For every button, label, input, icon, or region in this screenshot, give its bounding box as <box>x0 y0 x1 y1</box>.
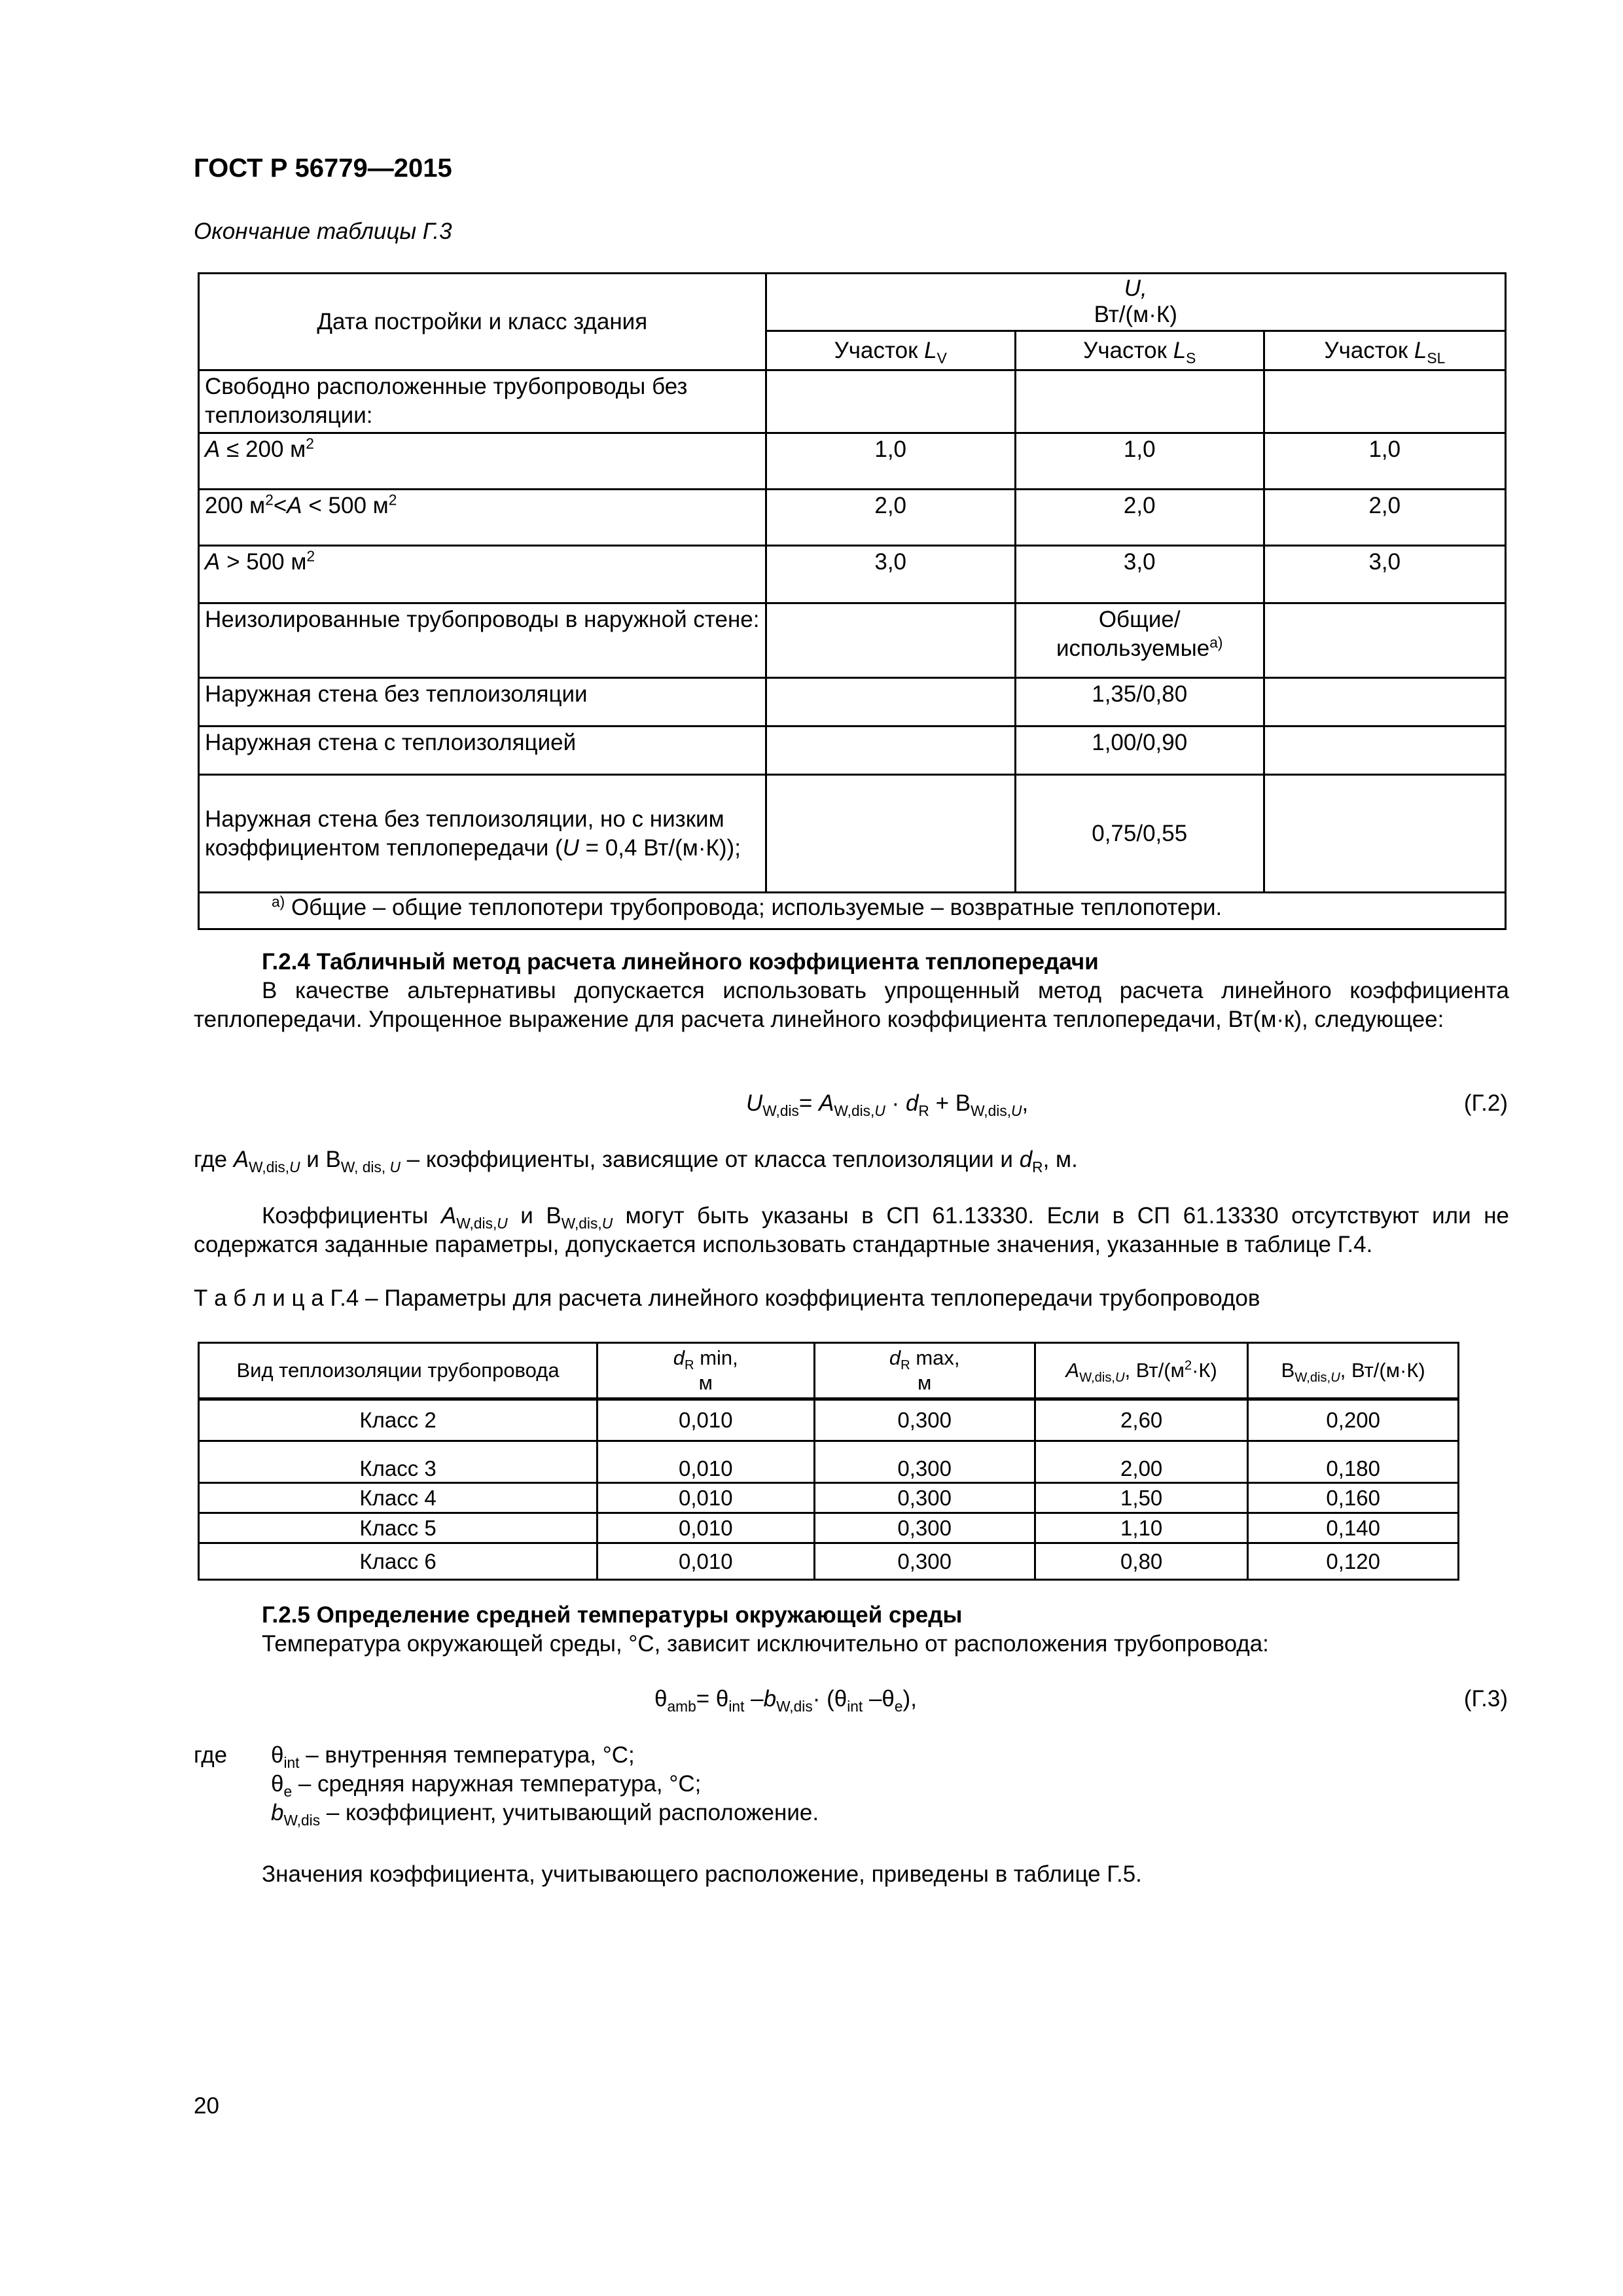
where-item: $b_{W,dis}$ – коэффициент, учитывающий расположение. <box>271 1800 819 1829</box>
cell: 3,0 <box>1264 546 1505 603</box>
cell: 0,010 <box>597 1513 814 1543</box>
col-header: Вид теплоизоляции трубопровода <box>199 1343 597 1399</box>
table-g3 <box>198 272 1507 930</box>
col-header: $A_{W,dis,U}$, $Вт/(м^2\cdot К)$ <box>1035 1343 1248 1399</box>
cell: 0,300 <box>814 1513 1035 1543</box>
table-row <box>199 775 1506 893</box>
cell: 0,300 <box>814 1483 1035 1513</box>
cell: 0,010 <box>597 1441 814 1483</box>
row-label: Наружная стена с теплоизоляцией <box>199 726 766 775</box>
row-label: A > 500 $м^2$ <box>199 546 766 603</box>
section-heading-g25: Г.2.5 Определение средней температуры окружающей среды <box>262 1602 963 1628</box>
table-row <box>199 1543 1459 1580</box>
cell: 0,010 <box>597 1543 814 1580</box>
table-row <box>199 490 1506 546</box>
cell: 0,010 <box>597 1483 814 1513</box>
col-header: $d_R$ min, м <box>597 1343 814 1399</box>
cell: 1,00/0,90 <box>1015 726 1264 775</box>
table-g4 <box>198 1342 1459 1581</box>
cell: 0,75/0,55 <box>1015 775 1264 893</box>
cell: 2,60 <box>1035 1399 1248 1441</box>
row-label: 200 $м^2<A < 500$ $м^2$ <box>199 490 766 546</box>
section-paragraph: В качестве альтернативы допускается использовать упрощенный метод расчета линейного коэффициента теплопередачи. Упрощенное выражение для расчета линейного коэффициента теплопередачи, Вт(м·к), следующее: <box>194 978 1509 1032</box>
cell: Класс 2 <box>199 1399 597 1441</box>
table-row <box>199 1513 1459 1543</box>
table-row <box>199 1441 1459 1483</box>
cell: Общие/ используемые$^{а)}$ <box>1015 603 1264 678</box>
col-header: $B_{W,dis,U}$, Вт/(м·К) <box>1248 1343 1459 1399</box>
row-label: A ≤ 200 $м^2$ <box>199 433 766 490</box>
closing-paragraph: Значения коэффициента, учитывающего расположение, приведены в таблице Г.5. <box>262 1861 1142 1887</box>
cell: Класс 5 <box>199 1513 597 1543</box>
table-footnote: $^{а)}$ Общие – общие теплопотери трубопровода; используемые – возвратные теплопотери. <box>199 893 1506 929</box>
cell: 0,80 <box>1035 1543 1248 1580</box>
cell: 1,35/0,80 <box>1015 678 1264 726</box>
formula-g2: $U_{W,dis}= A_{W,dis,U} \cdot d_R + B_{W,dis,U}$, <box>746 1090 1029 1119</box>
cell: 1,0 <box>766 433 1015 490</box>
cell: 0,010 <box>597 1399 814 1441</box>
cell: 0,180 <box>1248 1441 1459 1483</box>
col-header: $d_R$ max, м <box>814 1343 1035 1399</box>
cell: 0,300 <box>814 1441 1035 1483</box>
col-lv: Участок $L_V$ <box>766 331 1015 370</box>
table-row <box>199 726 1506 775</box>
cell: Класс 6 <box>199 1543 597 1580</box>
cell: 1,50 <box>1035 1483 1248 1513</box>
formula-number: (Г.2) <box>1463 1090 1508 1116</box>
cell: 3,0 <box>1015 546 1264 603</box>
where-label: где <box>194 1742 228 1768</box>
table-caption: Окончание таблицы Г.3 <box>194 219 452 244</box>
table-row <box>199 1483 1459 1513</box>
row-label: Наружная стена без теплоизоляции <box>199 678 766 726</box>
table-head-left: Дата постройки и класс здания <box>199 274 766 370</box>
coefficient-paragraph: Коэффициенты $A_{W,dis,U}$ и $B_{W,dis,U}$ могут быть указаны в СП 61.13330. Если в СП 61.13330 отсутствуют или не содержатся заданные параметры, допускается использовать стандартные значения, указанные в таблице Г.4. <box>194 1203 1509 1257</box>
where-item: $\theta_e$ – средняя наружная температура, °С; <box>271 1771 702 1800</box>
formula-g3: $\theta_{amb}= \theta_{int}$ $-b_{W,dis}\cdot (\theta_{int}$ $-\theta_e$), <box>654 1686 917 1715</box>
cell: Класс 3 <box>199 1441 597 1483</box>
table-row <box>199 433 1506 490</box>
table-head-u: U, Вт/(м·К) <box>766 274 1505 331</box>
table-row <box>199 546 1506 603</box>
col-lsl: Участок $L_{SL}$ <box>1264 331 1505 370</box>
cell: 0,300 <box>814 1543 1035 1580</box>
cell: 0,200 <box>1248 1399 1459 1441</box>
table-row <box>199 603 1506 678</box>
row-label: Свободно расположенные трубопроводы без теплоизоляции: <box>199 370 766 433</box>
page-number: 20 <box>194 2093 219 2119</box>
section-heading-g24: Г.2.4 Табличный метод расчета линейного коэффициента теплопередачи <box>262 949 1099 975</box>
table-row <box>199 370 1506 433</box>
cell: 0,300 <box>814 1399 1035 1441</box>
cell: 0,160 <box>1248 1483 1459 1513</box>
table-row <box>199 678 1506 726</box>
table-row <box>199 1399 1459 1441</box>
cell: 2,0 <box>1015 490 1264 546</box>
row-label: Наружная стена без теплоизоляции, но с низким коэффициентом теплопередачи (U = 0,4 Вт/(м·К)); <box>199 775 766 893</box>
table-g4-title: Т а б л и ц а Г.4 – Параметры для расчета линейного коэффициента теплопередачи трубопроводов <box>194 1285 1260 1311</box>
col-ls: Участок $L_S$ <box>1015 331 1264 370</box>
cell: 2,0 <box>1264 490 1505 546</box>
cell: 0,140 <box>1248 1513 1459 1543</box>
document-header: ГОСТ Р 56779—2015 <box>194 154 452 183</box>
cell: 0,120 <box>1248 1543 1459 1580</box>
section-paragraph: Температура окружающей среды, °С, зависит исключительно от расположения трубопровода: <box>262 1631 1269 1657</box>
formula-number: (Г.3) <box>1463 1686 1508 1712</box>
cell: 1,0 <box>1015 433 1264 490</box>
cell: 1,10 <box>1035 1513 1248 1543</box>
cell: 3,0 <box>766 546 1015 603</box>
row-label: Неизолированные трубопроводы в наружной стене: <box>199 603 766 678</box>
formula-where: где $A_{W,dis,U}$ и $B_{W, dis, U}$ – коэффициенты, зависящие от класса теплоизоляции и $d_R$, м. <box>194 1147 1078 1175</box>
cell: 1,0 <box>1264 433 1505 490</box>
cell: 2,00 <box>1035 1441 1248 1483</box>
cell: 2,0 <box>766 490 1015 546</box>
where-item: $\theta_{int}$ – внутренняя температура, °С; <box>271 1742 635 1771</box>
cell: Класс 4 <box>199 1483 597 1513</box>
